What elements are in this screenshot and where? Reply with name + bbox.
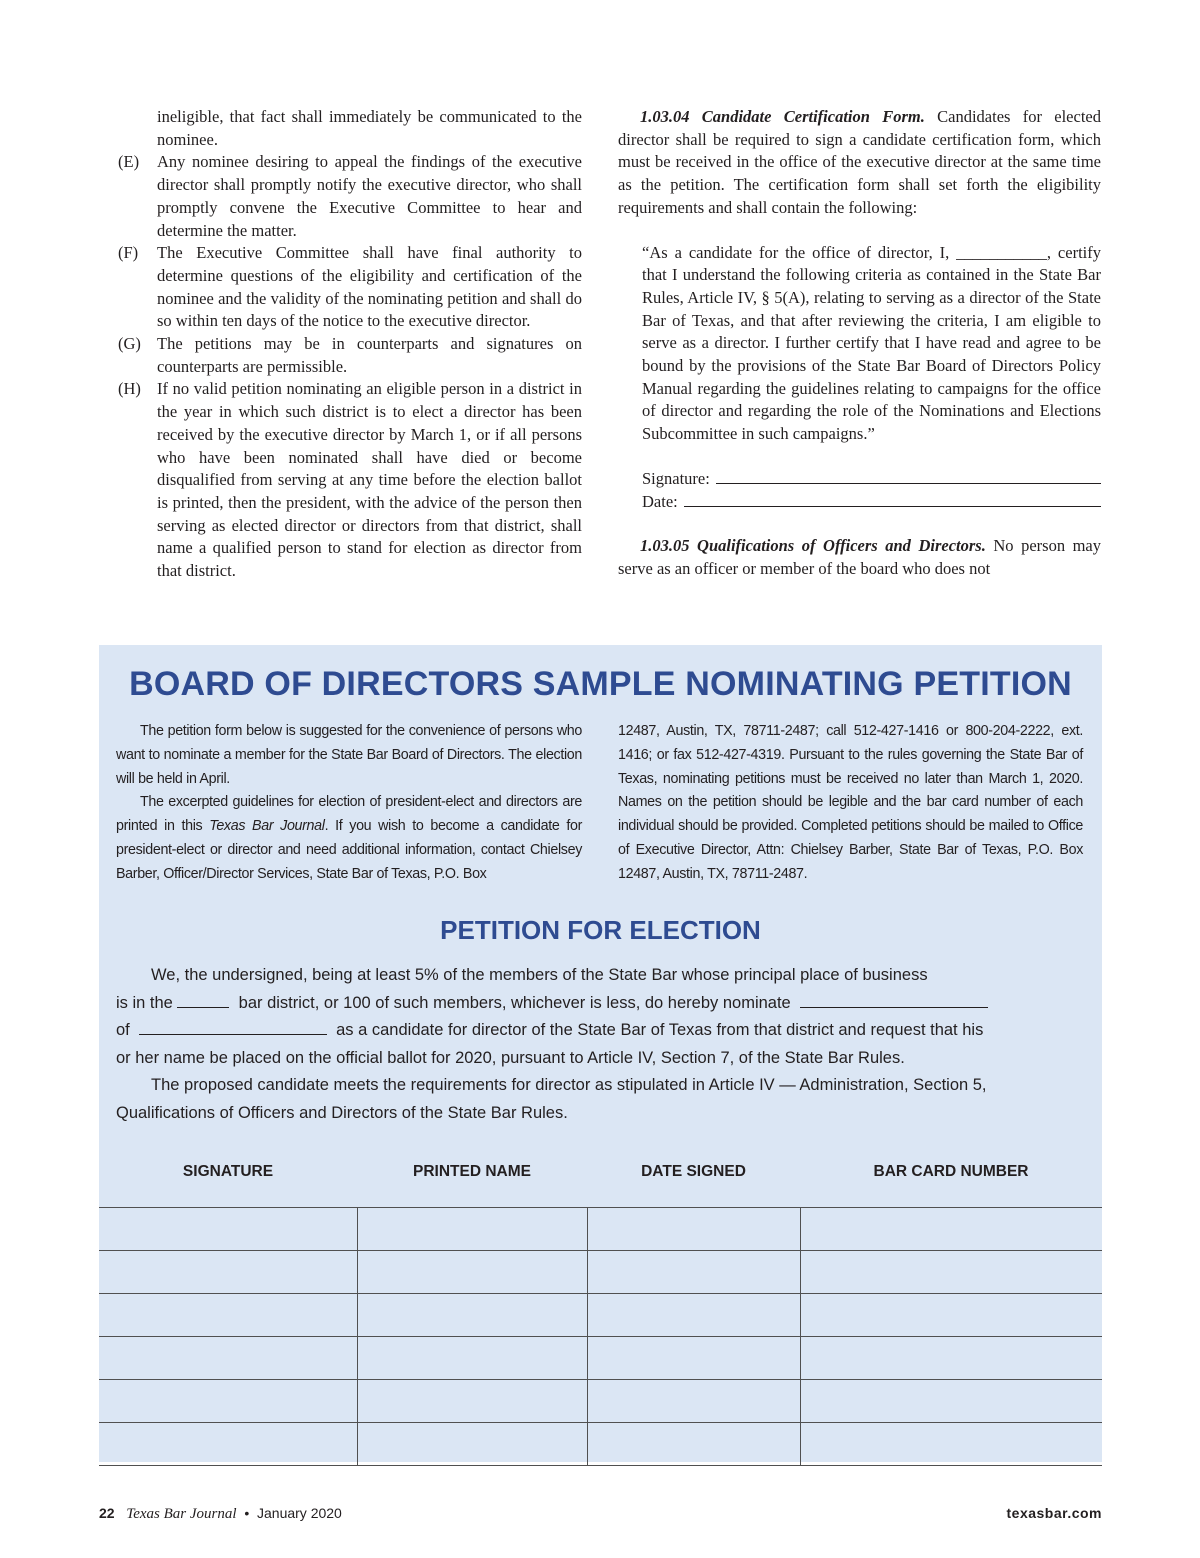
list-item xyxy=(118,151,582,242)
intro-text: . If you wish to become a candidate for president-elect or director and need additional information, contact Chielsey Barber, Officer/Director Services, State Bar of Texas, P.O. Box xyxy=(116,818,582,882)
petition-line: We, the undersigned, being at least 5% of the members of the State Bar whose principal place of business xyxy=(151,966,928,984)
date-signed-cell[interactable] xyxy=(587,1294,800,1337)
petition-text: of xyxy=(116,1021,130,1040)
column-header-printed-name: PRINTED NAME xyxy=(413,1163,531,1180)
signature-cell[interactable] xyxy=(99,1337,357,1380)
printed-name-cell[interactable] xyxy=(357,1251,587,1294)
item-label: (G) xyxy=(118,334,141,354)
intro-text: The excerpted guidelines for election of president-elect and directors are printed in this xyxy=(116,794,582,835)
district-blank[interactable] xyxy=(177,993,229,1008)
item-label: (H) xyxy=(118,379,141,399)
petition-text: as a candidate for director of the State Bar of Texas from that district and request that his xyxy=(336,1021,984,1040)
printed-name-cell[interactable] xyxy=(357,1294,587,1337)
table-row xyxy=(99,1423,1102,1466)
table-row xyxy=(99,1208,1102,1251)
certification-quote: “As a candidate for the office of director, I, ___________, certify that I understand the following criteria as contained in the State Bar Rules, Article IV, § 5(A), relating to serving as a director of the State Bar of Texas, and that after reviewing the criteria, I am eligible to serve as a director. I further certify that I have read and agree to be bound by the provisions of the State Bar Board of Directors Policy Manual regarding the guidelines relating to campaigns for the office of director and regarding the role of the Nominations and Elections Subcommittee in such campaigns.” xyxy=(642,242,1101,444)
signature-cell[interactable] xyxy=(99,1208,357,1251)
bar-card-cell[interactable] xyxy=(800,1380,1102,1423)
date-signed-cell[interactable] xyxy=(587,1337,800,1380)
list-item xyxy=(118,333,582,378)
date-signed-cell[interactable] xyxy=(587,1380,800,1423)
item-text: The petitions may be in counterparts and signatures on counterparts are permissible. xyxy=(157,334,582,376)
date-line xyxy=(684,491,1101,507)
website-url[interactable]: texasbar.com xyxy=(1006,1505,1102,1521)
petition-line: or her name be placed on the official ballot for 2020, pursuant to Article IV, Section 7, of the State Bar Rules. xyxy=(116,1048,905,1067)
signature-cell[interactable] xyxy=(99,1294,357,1337)
bullet-separator: • xyxy=(244,1505,250,1521)
table-row xyxy=(99,1251,1102,1294)
intro-paragraph: 12487, Austin, TX, 78711-2487; call 512-427-1416 or 800-204-2222, ext. 1416; or fax 512-427-4319. Pursuant to the rules governing the State Bar of Texas, nominating petitions must be received no later than March 1, 2020. Names on the petition should be legible and the bar card number of each individual should be provided. Completed petitions should be mailed to Office of Executive Director, Attn: Chielsey Barber, State Bar of Texas, P.O. Box 12487, Austin, TX, 78711-2487. xyxy=(618,723,1083,882)
signature-line xyxy=(716,468,1101,484)
table-row xyxy=(99,1294,1102,1337)
nominee-name-blank[interactable] xyxy=(800,993,988,1008)
petition-body xyxy=(116,962,1086,1128)
page-footer xyxy=(99,1505,1102,1523)
journal-title: Texas Bar Journal xyxy=(126,1506,237,1522)
item-label: (F) xyxy=(118,243,139,263)
petition-text: bar district, or 100 of such members, whichever is less, do hereby nominate xyxy=(238,993,791,1012)
table-row xyxy=(99,1337,1102,1380)
item-text: The Executive Committee shall have final authority to determine questions of the eligibility and certification of the nominee and the validity of the nominating petition and shall do so within ten days of the notice to the executive director. xyxy=(157,243,582,331)
printed-name-cell[interactable] xyxy=(357,1337,587,1380)
bar-card-cell[interactable] xyxy=(800,1208,1102,1251)
intro-right xyxy=(618,720,1083,887)
bar-card-cell[interactable] xyxy=(800,1337,1102,1380)
date-signed-cell[interactable] xyxy=(587,1251,800,1294)
section-text: Candidates for elected director shall be required to sign a candidate certification form, which must be received in the office of the executive director at the same time as the petition. The certification form shall set forth the eligibility requirements and shall contain the following: xyxy=(618,107,1101,217)
item-text: Any nominee desiring to appeal the findings of the executive director shall promptly notify the executive director, who shall promptly convene the Executive Committee to hear and determine the matter. xyxy=(157,152,582,240)
intro-paragraph: The petition form below is suggested for the convenience of persons who want to nominate a member for the State Bar Board of Directors. The election will be held in April. xyxy=(116,723,582,787)
bar-card-cell[interactable] xyxy=(800,1251,1102,1294)
signature-cell[interactable] xyxy=(99,1251,357,1294)
intro-paragraph xyxy=(116,791,582,886)
petition-line xyxy=(116,1017,1086,1045)
column-header-signature: SIGNATURE xyxy=(182,1163,274,1180)
nominee-city-blank[interactable] xyxy=(139,1020,327,1035)
petition-line xyxy=(116,990,1086,1018)
journal-name: Texas Bar Journal xyxy=(209,818,325,835)
item-text: If no valid petition nominating an eligible person in a district in the year in which such district is to elect a director has been received by the executive director by March 1, or if all persons who have been nominated shall have died or become disqualified from serving at any time before the election ballot is printed, then the president, with the advice of the person then serving as elected director or directors from that district, shall name a qualified person to stand for election as director from that district. xyxy=(157,379,582,581)
signature-cell[interactable] xyxy=(99,1380,357,1423)
printed-name-cell[interactable] xyxy=(357,1380,587,1423)
petition-text: is in the xyxy=(116,993,173,1012)
printed-name-cell[interactable] xyxy=(357,1208,587,1251)
petition-line: Qualifications of Officers and Directors of the State Bar Rules. xyxy=(116,1103,568,1122)
signature-label: Signature: xyxy=(642,468,710,488)
list-item xyxy=(118,378,582,582)
left-column xyxy=(118,106,582,583)
right-column xyxy=(618,106,1101,581)
item-label: (E) xyxy=(118,152,140,172)
petition-line: The proposed candidate meets the requirements for director as stipulated in Article IV — Administration, Section 5, xyxy=(151,1076,987,1095)
table-row xyxy=(99,1380,1102,1423)
intro-left xyxy=(116,720,582,887)
nominating-petition-panel xyxy=(99,645,1102,1462)
bar-card-cell[interactable] xyxy=(800,1294,1102,1337)
date-label: Date: xyxy=(642,491,678,511)
printed-name-cell[interactable] xyxy=(357,1423,587,1466)
section-text: No person may serve as an officer or member of the board who does not xyxy=(618,536,1102,578)
section-qualifications xyxy=(618,535,1101,580)
signature-cell[interactable] xyxy=(99,1423,357,1466)
issue-date: January 2020 xyxy=(257,1505,342,1521)
petition-title: PETITION FOR ELECTION xyxy=(440,915,761,945)
section-candidate-certification xyxy=(618,106,1101,220)
continued-text: ineligible, that fact shall immediately be communicated to the nominee. xyxy=(157,107,582,149)
signature-block xyxy=(642,468,1101,513)
panel-title: BOARD OF DIRECTORS SAMPLE NOMINATING PETITION xyxy=(129,665,1072,703)
column-header-date-signed: DATE SIGNED xyxy=(641,1163,746,1180)
date-signed-cell[interactable] xyxy=(587,1208,800,1251)
section-heading: 1.03.04 Candidate Certification Form. xyxy=(640,107,925,126)
column-header-bar-card-number: BAR CARD NUMBER xyxy=(873,1163,1029,1180)
section-heading: 1.03.05 Qualifications of Officers and Directors. xyxy=(640,536,986,556)
list-item xyxy=(118,242,582,333)
petition-signature-table xyxy=(99,1207,1102,1466)
page-number: 22 xyxy=(99,1505,115,1521)
date-signed-cell[interactable] xyxy=(587,1423,800,1466)
bar-card-cell[interactable] xyxy=(800,1423,1102,1466)
